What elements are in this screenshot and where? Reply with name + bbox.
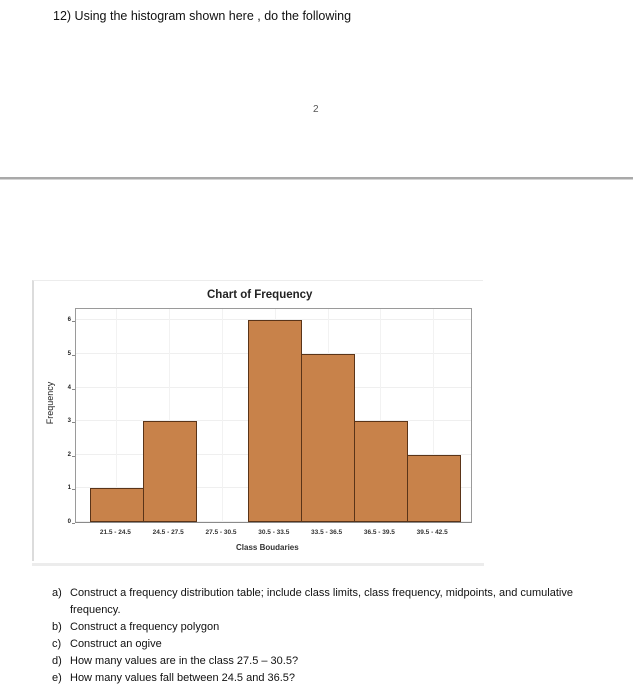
x-tick-label: 21.5 - 24.5 — [99, 529, 131, 536]
y-tick-label: 3 — [67, 418, 71, 425]
x-tick-label: 33.5 - 36.5 — [311, 529, 343, 536]
y-tick-mark — [72, 523, 75, 524]
plot-area — [75, 308, 472, 523]
histogram-bar — [354, 421, 408, 522]
task-label: d) — [52, 655, 62, 667]
task-label: a) — [52, 587, 62, 599]
chart-frame-bottom — [32, 563, 484, 566]
y-tick-label: 5 — [67, 351, 71, 358]
page-divider — [0, 177, 633, 180]
x-tick-label: 24.5 - 27.5 — [152, 529, 184, 536]
y-tick-mark — [72, 422, 75, 423]
task-list — [52, 585, 612, 687]
y-tick-mark — [72, 321, 75, 322]
x-tick-label: 27.5 - 30.5 — [205, 529, 237, 536]
page-number: 2 — [313, 104, 319, 115]
question-title: 12) Using the histogram shown here , do the following — [53, 9, 352, 23]
histogram-bar — [407, 455, 461, 522]
x-tick-label: 30.5 - 33.5 — [258, 529, 290, 536]
histogram-bar — [301, 354, 355, 522]
task-b — [52, 619, 612, 636]
y-tick-mark — [72, 489, 75, 490]
histogram-bar — [248, 320, 302, 522]
task-text: Construct a frequency polygon — [70, 621, 220, 633]
task-d — [52, 653, 612, 670]
y-axis-label: Frequency — [45, 381, 55, 425]
task-e — [52, 670, 612, 687]
y-tick-label: 6 — [67, 317, 71, 324]
histogram-bar — [90, 488, 144, 522]
x-axis-label: Class Boudaries — [236, 543, 299, 552]
y-tick-label: 2 — [67, 451, 71, 458]
x-tick-label: 39.5 - 42.5 — [416, 529, 448, 536]
task-text: Construct a frequency distribution table; include class limits, class frequency, midpoints, and cumulative frequency. — [70, 587, 573, 616]
histogram-bar — [143, 421, 197, 522]
y-tick-mark — [72, 456, 75, 457]
y-tick-label: 1 — [67, 485, 71, 492]
task-text: How many values fall between 24.5 and 36.5? — [70, 672, 296, 684]
task-label: c) — [52, 638, 62, 650]
chart-title: Chart of Frequency — [207, 289, 313, 301]
task-c — [52, 636, 612, 653]
task-label: e) — [52, 672, 62, 684]
task-text: How many values are in the class 27.5 – 30.5? — [70, 655, 299, 667]
task-text: Construct an ogive — [70, 638, 162, 650]
task-a — [52, 585, 612, 619]
y-tick-mark — [72, 355, 75, 356]
x-tick-label: 36.5 - 39.5 — [363, 529, 395, 536]
gridline-vertical — [222, 309, 223, 522]
y-tick-mark — [72, 389, 75, 390]
y-tick-label: 0 — [67, 519, 71, 525]
y-tick-label: 4 — [67, 384, 71, 391]
task-label: b) — [52, 621, 62, 633]
